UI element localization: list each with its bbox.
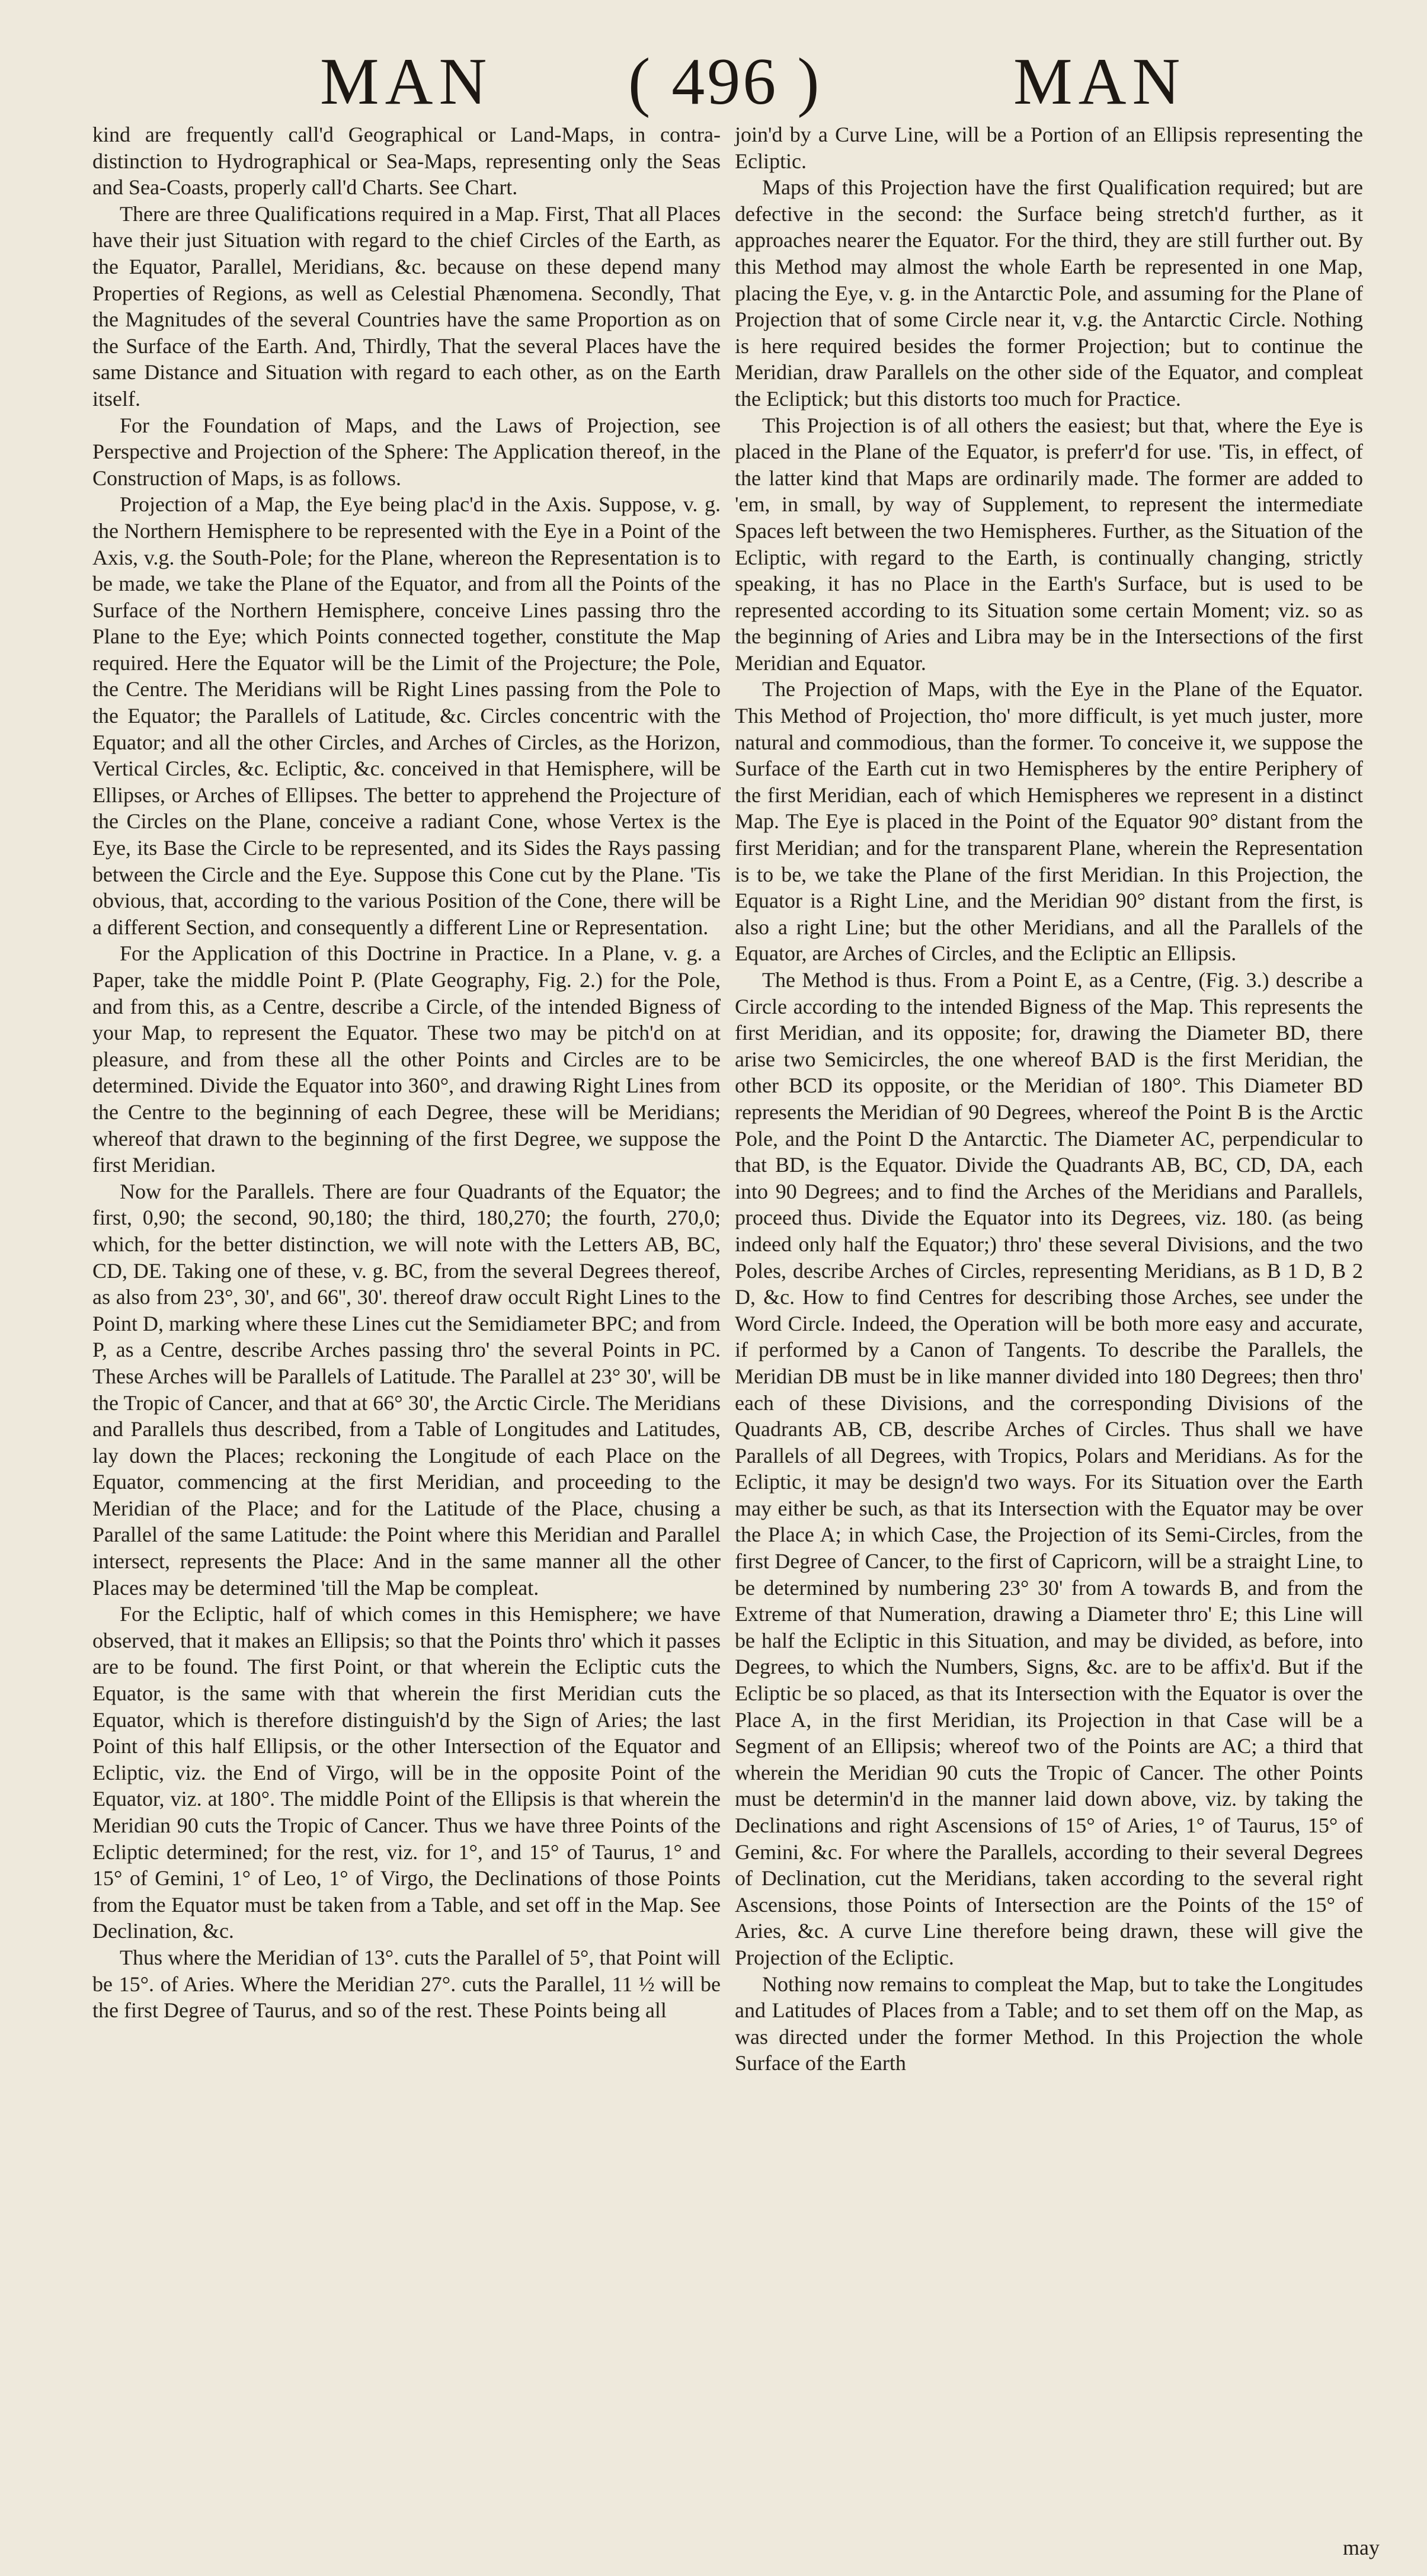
catchword: may bbox=[1343, 2536, 1380, 2559]
paragraph: For the Application of this Doctrine in Practice. In a Plane, v. g. a Paper, take the middle Point P. (Plate Geography, Fig. 2.) for the Pole, and from this, as a Centre, describe a Circle, of the intended Bigness of your Map, to represent the Equator. These two may be pitch'd on at pleasure, and from these all the other Points and Circles are to be determined. Divide the Equator into 360°, and drawing Right Lines from the Centre to the beginning of each Degree, these will be Meridians; whereof that drawn to the beginning of the first Degree, we suppose the first Meridian. bbox=[92, 941, 721, 1177]
paragraph: join'd by a Curve Line, will be a Portion of an Ellipsis representing the Ecliptic. bbox=[735, 123, 1363, 173]
right-column bbox=[735, 121, 1363, 2077]
paragraph: Projection of a Map, the Eye being plac'd in the Axis. Suppose, v. g. the Northern Hemisphere to be represented with the Eye in a Point of the Axis, v.g. the South-Pole; for the Plane, whereon the Representation is to be made, we take the Plane of the Equator, and from all the Points of the Surface of the Northern Hemisphere, conceive Lines passing thro the Plane to the Eye; which Points connected together, constitute the Map required. Here the Equator will be the Limit of the Projecture; the Pole, the Centre. The Meridians will be Right Lines passing from the Pole to the Equator; the Parallels of Latitude, &c. Circles concentric with the Equator; and all the other Circles, and Arches of Circles, as the Horizon, Vertical Circles, &c. Ecliptic, &c. conceived in that Hemisphere, will be Ellipses, or Arches of Ellipses. The better to apprehend the Projecture of the Circles on the Plane, conceive a radiant Cone, whose Vertex is the Eye, its Base the Circle to be represented, and its Sides the Rays passing between the Circle and the Eye. Suppose this Cone cut by the Plane. 'Tis obvious, that, according to the various Position of the Cone, there will be a different Section, and consequently a different Line or Representation. bbox=[92, 492, 721, 939]
paragraph: Thus where the Meridian of 13°. cuts the Parallel of 5°, that Point will be 15°. of Aries. Where the Meridian 27°. cuts the Parallel, 11 ½ will be the first Degree of Taurus, and so of the rest. These Points being all bbox=[92, 1945, 721, 2023]
paragraph: There are three Qualifications required in a Map. First, That all Places have their just Situation with regard to the chief Circles of the Earth, as the Equator, Parallel, Meridians, &c. because on these depend many Properties of Regions, as well as Celestial Phænomena. Secondly, That the Magnitudes of the several Countries have the same Proportion as on the Surface of the Earth. And, Thirdly, That the several Places have the same Distance and Situation with regard to each other, as on the Earth itself. bbox=[92, 201, 721, 411]
left-column bbox=[92, 121, 721, 2024]
paragraph: Now for the Parallels. There are four Quadrants of the Equator; the first, 0,90; the second, 90,180; the third, 180,270; the fourth, 270,0; which, for the better distinction, we will note with the Letters AB, BC, CD, DE. Taking one of these, v. g. BC, from the several Degrees thereof, as also from 23°, 30', and 66'', 30'. thereof draw occult Right Lines to the Point D, marking where these Lines cut the Semidiameter BPC; and from P, as a Centre, describe Arches passing thro' the several Points in PC. These Arches will be Parallels of Latitude. The Parallel at 23° 30', will be the Tropic of Cancer, and that at 66° 30', the Arctic Circle. The Meridians and Parallels thus described, from a Table of Longitudes and Latitudes, lay down the Places; reckoning the Longitude of each Place on the Equator, commencing at the first Meridian, and proceeding to the Meridian of the Place; and for the Latitude of the Place, chusing a Parallel of the same Latitude: the Point where this Meridian and Parallel intersect, represents the Place: And in the same manner all the other Places may be determined 'till the Map be compleat. bbox=[92, 1179, 721, 1600]
running-head-right: MAN bbox=[1013, 45, 1186, 118]
running-head-left: MAN bbox=[320, 45, 493, 118]
paragraph: Nothing now remains to compleat the Map, but to take the Longitudes and Latitudes of Places from a Table; and to set them off on the Map, as was directed under the former Method. In this Projection the whole Surface of the Earth bbox=[735, 1972, 1363, 2075]
paragraph: kind are frequently call'd Geographical or Land-Maps, in contra-distinction to Hydrographical or Sea-Maps, representing only the Seas and Sea-Coasts, properly call'd Charts. See Chart. bbox=[92, 123, 721, 200]
paragraph: The Projection of Maps, with the Eye in the Plane of the Equator. This Method of Projection, tho' more difficult, is yet much juster, more natural and commodious, than the former. To conceive it, we suppose the Surface of the Earth cut in two Hemispheres by the entire Periphery of the first Meridian, each of which Hemispheres we represent in a distinct Map. The Eye is placed in the Point of the Equator 90° distant from the first Meridian; and for the transparent Plane, wherein the Representation is to be, we take the Plane of the first Meridian. In this Projection, the Equator is a Right Line, and the Meridian 90° distant from the first, is also a right Line; but the other Meridians, and all the Parallels of the Equator, are Arches of Circles, and the Ecliptic an Ellipsis. bbox=[735, 677, 1363, 966]
paragraph: Maps of this Projection have the first Qualification required; but are defective in the second: the Surface being stretch'd further, as it approaches nearer the Equator. For the third, they are still further out. By this Method may almost the whole Earth be represented in one Map, placing the Eye, v. g. in the Antarctic Pole, and assuming for the Plane of Projection that of some Circle near it, v.g. the Antarctic Circle. Nothing is here required besides the former Projection; but to continue the Meridian, draw Parallels on the other side of the Equator, and compleat the Ecliptick; but this distorts too much for Practice. bbox=[735, 175, 1363, 411]
page-number: ( 496 ) bbox=[628, 45, 822, 118]
paragraph: The Method is thus. From a Point E, as a Centre, (Fig. 3.) describe a Circle according to the intended Bigness of the Map. This represents the first Meridian, and its opposite; for, drawing the Diameter BD, there arise two Semicircles, the one whereof BAD is the first Meridian, the other BCD its opposite, or the Meridian of 180°. This Diameter BD represents the Meridian of 90 Degrees, whereof the Point B is the Arctic Pole, and the Point D the Antarctic. The Diameter AC, perpendicular to that BD, is the Equator. Divide the Quadrants AB, BC, CD, DA, each into 90 Degrees; and to find the Arches of the Meridians and Parallels, proceed thus. Divide the Equator into its Degrees, viz. 180. (as being indeed only half the Equator;) thro' these several Divisions, and the two Poles, describe Arches of Circles, representing Meridians, as B 1 D, B 2 D, &c. How to find Centres for describing those Arches, see under the Word Circle. Indeed, the Operation will be both more easy and accurate, if performed by a Canon of Tangents. To describe the Parallels, the Meridian DB must be in like manner divided into 180 Degrees; then thro' each of these Divisions, and the corresponding Divisions of the Quadrants AB, CB, describe Arches of Circles. Thus shall we have Parallels of all Degrees, with Tropics, Polars and Meridians. As for the Ecliptic, it may be design'd two ways. For its Situation over the Earth may either be such, as that its Intersection with the Equator may be over the Place A; in which Case, the Projection of its Semi-Circles, from the first Degree of Cancer, to the first of Capricorn, will be a straight Line, to be determined by numbering 23° 30' from A towards B, and from the Extreme of that Numeration, drawing a Diameter thro' E; this Line will be half the Ecliptic in this Situation, and may be divided, as before, into Degrees, to which the Numbers, Signs, &c. are to be affix'd. But if the Ecliptic be so placed, as that its Intersection with the Equator is over the Place A, in the first Meridian, its Projection in that Case will be a Segment of an Ellipsis; whereof two of the Points are AC; a third that wherein the Meridian 90 cuts the Tropic of Cancer. The other Points must be determin'd in the manner laid down above, viz. by taking the Declinations and right Ascensions of 15° of Aries, 1° of Taurus, 15° of Gemini, &c. For where the Parallels, according to their several Degrees of Declination, cut the Meridians, taken according to the several right Ascensions, those Points of Intersection are the Points of the 15° of Aries, &c. A curve Line therefore being drawn, these will give the Projection of the Ecliptic. bbox=[735, 968, 1363, 1969]
paragraph: For the Ecliptic, half of which comes in this Hemisphere; we have observed, that it makes an Ellipsis; so that the Points thro' which it passes are to be found. The first Point, or that wherein the Ecliptic cuts the Equator, is the same with that wherein the first Meridian cuts the Equator, which is therefore distinguish'd by the Sign of Aries; the last Point of this half Ellipsis, or the other Intersection of the Equator and Ecliptic, viz. the End of Virgo, will be in the opposite Point of the Equator, viz. at 180°. The middle Point of the Ellipsis is that wherein the Meridian 90 cuts the Tropic of Cancer. Thus we have three Points of the Ecliptic determined; for the rest, viz. for 1°, and 15° of Taurus, 1° and 15° of Gemini, 1° of Leo, 1° of Virgo, the Declinations of those Points from the Equator must be taken from a Table, and set off in the Map. See Declination, &c. bbox=[92, 1602, 721, 1943]
paragraph: This Projection is of all others the easiest; but that, where the Eye is placed in the Plane of the Equator, is preferr'd for use. 'Tis, in effect, of the latter kind that Maps are ordinarily made. The former are added to 'em, in small, by way of Supplement, to represent the intermediate Spaces left between the two Hemispheres. Further, as the Situation of the Ecliptic, with regard to the Earth, is continually changing, strictly speaking, it has no Place in the Earth's Surface, but is used to be represented according to its Situation some certain Moment; viz. so as the beginning of Aries and Libra may be in the Intersections of the first Meridian and Equator. bbox=[735, 413, 1363, 675]
paragraph: For the Foundation of Maps, and the Laws of Projection, see Perspective and Projection of the Sphere: The Application thereof, in the Construction of Maps, is as follows. bbox=[92, 413, 721, 490]
